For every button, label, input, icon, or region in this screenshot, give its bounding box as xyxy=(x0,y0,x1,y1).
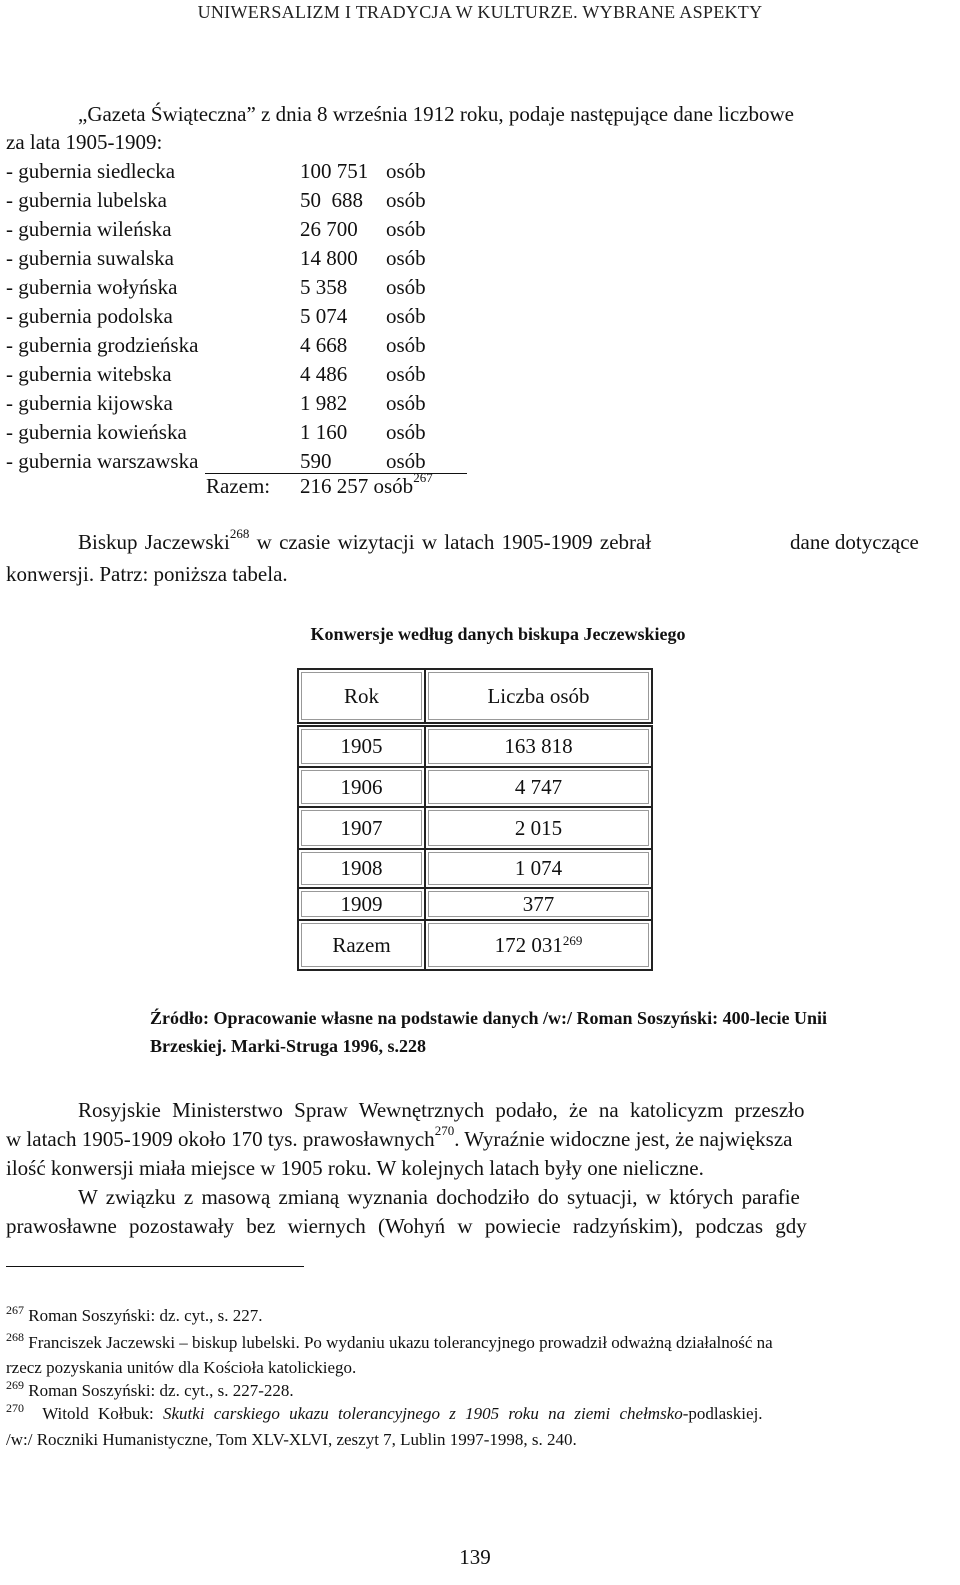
table-cell-count: 4 747 xyxy=(424,766,653,808)
table-header-count: Liczba osób xyxy=(424,668,653,724)
table-title: Konwersje według danych biskupa Jeczewskiego xyxy=(310,624,686,644)
table-cell-count: 2 015 xyxy=(424,806,653,850)
gubernia-unit: osób xyxy=(386,333,426,357)
page-number: 139 xyxy=(459,1545,491,1569)
jaczewski-line-1-end: dane dotyczące xyxy=(790,530,919,554)
gubernia-unit: osób xyxy=(386,217,426,241)
gubernia-count: 590 xyxy=(300,449,332,473)
gubernia-count: 1 982 xyxy=(300,391,348,415)
paragraph-line: Rosyjskie Ministerstwo Spraw Wewnętrznych podało, że na katolicyzm przeszło xyxy=(78,1098,805,1122)
footnote-ref: 268 xyxy=(229,526,250,541)
gubernia-name: - gubernia siedlecka xyxy=(6,159,176,183)
intro-line-2: za lata 1905-1909: xyxy=(6,130,163,154)
total-count: 216 257 osób$^{267}$ xyxy=(300,470,433,498)
gubernia-unit: osób xyxy=(386,188,426,212)
gubernia-unit: osób xyxy=(386,391,426,415)
table-cell-count: 1 074 xyxy=(424,848,653,889)
footnote: $^{268}$ Franciszek Jaczewski – biskup lubelski. Po wydaniu ukazu tolerancyjnego prowadził odważną działalność na xyxy=(6,1330,773,1352)
gubernia-name: - gubernia kowieńska xyxy=(6,420,187,444)
table-cell-year: 1908 xyxy=(297,848,426,889)
footnote-ref: 269 xyxy=(562,933,583,948)
footnote-ref: 267 xyxy=(413,470,433,485)
gubernia-name: - gubernia podolska xyxy=(6,304,173,328)
table-cell-year: 1905 xyxy=(297,725,426,768)
gubernia-unit: osób xyxy=(386,362,426,386)
table-cell-year: 1906 xyxy=(297,766,426,808)
gubernia-unit: osób xyxy=(386,275,426,299)
footnote-ref: 270 xyxy=(434,1123,455,1138)
paragraph-line: w latach 1905-1909 około 170 tys. prawosławnych$^{270}$. Wyraźnie widoczne jest, że największa xyxy=(6,1123,793,1151)
gubernia-unit: osób xyxy=(386,246,426,270)
gubernia-count: 100 751 xyxy=(300,159,369,183)
gubernia-unit: osób xyxy=(386,159,426,183)
gubernia-name: - gubernia wileńska xyxy=(6,217,172,241)
footnote-continuation: /w:/ Roczniki Humanistyczne, Tom XLV-XLVI, zeszyt 7, Lublin 1997-1998, s. 240. xyxy=(6,1430,577,1449)
jaczewski-line-2: konwersji. Patrz: poniższa tabela. xyxy=(6,562,288,586)
gubernia-count: 5 074 xyxy=(300,304,348,328)
table-source-line-2: Brzeskiej. Marki-Struga 1996, s.228 xyxy=(150,1036,426,1056)
gubernia-count: 14 800 xyxy=(300,246,358,270)
gubernia-name: - gubernia warszawska xyxy=(6,449,199,473)
paragraph-line: ilość konwersji miała miejsce w 1905 roku. W kolejnych latach były one nieliczne. xyxy=(6,1156,704,1180)
footnote: $^{269}$ Roman Soszyński: dz. cyt., s. 227-228. xyxy=(6,1378,294,1400)
gubernia-name: - gubernia grodzieńska xyxy=(6,333,199,357)
gubernia-count: 4 668 xyxy=(300,333,348,357)
gubernia-count: 1 160 xyxy=(300,420,348,444)
intro-line-1: „Gazeta Świąteczna” z dnia 8 września 1912 roku, podaje następujące dane liczbowe xyxy=(78,102,794,126)
running-header: UNIWERSALIZM I TRADYCJA W KULTURZE. WYBRANE ASPEKTY xyxy=(197,2,763,22)
gubernia-unit: osób xyxy=(386,420,426,444)
gubernia-unit: osób xyxy=(386,304,426,328)
table-source-line-1: Źródło: Opracowanie własne na podstawie danych /w:/ Roman Soszyński: 400-lecie Unii xyxy=(150,1008,828,1028)
footnote: $^{270}$ Witold Kołbuk: Skutki carskiego ukazu tolerancyjnego z 1905 roku na ziemi chełmsko-podlaskiej. xyxy=(6,1401,763,1423)
table-total-count: 172 031 $^{269}$ xyxy=(424,919,653,971)
gubernia-count: 5 358 xyxy=(300,275,348,299)
paragraph-line: prawosławne pozostawały bez wiernych (Wohyń w powiecie radzyńskim), podczas gdy xyxy=(6,1214,807,1238)
paragraph-line: W związku z masową zmianą wyznania dochodziło do sytuacji, w których parafie xyxy=(78,1185,800,1209)
gubernia-count: 26 700 xyxy=(300,217,358,241)
table-total-label: Razem xyxy=(297,919,426,971)
table-cell-year: 1909 xyxy=(297,887,426,921)
table-header-year: Rok xyxy=(297,668,426,724)
gubernia-name: - gubernia suwalska xyxy=(6,246,174,270)
footnote-continuation: rzecz pozyskania unitów dla Kościoła katolickiego. xyxy=(6,1358,357,1377)
table-cell-count: 377 xyxy=(424,887,653,921)
gubernia-name: - gubernia witebska xyxy=(6,362,172,386)
gubernia-unit: osób xyxy=(386,449,426,473)
gubernia-count: 50 688 xyxy=(300,188,363,212)
gubernia-name: - gubernia kijowska xyxy=(6,391,173,415)
total-label: Razem: xyxy=(206,474,271,498)
jaczewski-line-1: Biskup Jaczewski$^{268}$ w czasie wizytacji w latach 1905-1909 zebrał xyxy=(78,526,652,554)
footnote-separator xyxy=(6,1266,304,1267)
gubernia-count: 4 486 xyxy=(300,362,348,386)
gubernia-name: - gubernia wołyńska xyxy=(6,275,178,299)
table-cell-count: 163 818 xyxy=(424,725,653,768)
gubernia-name: - gubernia lubelska xyxy=(6,188,167,212)
footnote: $^{267}$ Roman Soszyński: dz. cyt., s. 227. xyxy=(6,1303,263,1325)
table-cell-year: 1907 xyxy=(297,806,426,850)
